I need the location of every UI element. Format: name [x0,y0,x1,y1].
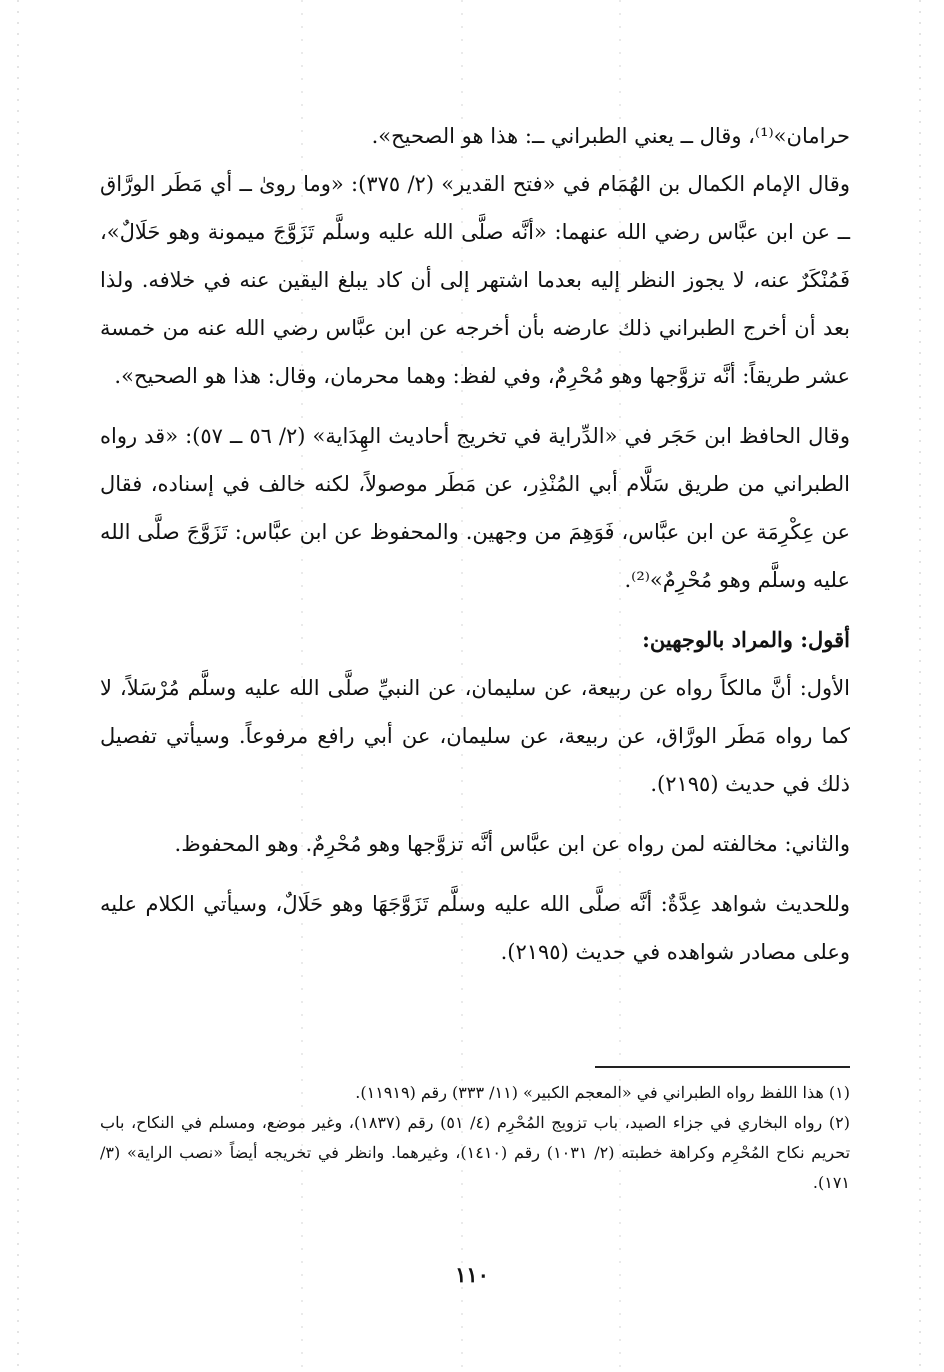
footnote-rule [595,1066,850,1068]
footnotes [100,1078,850,1198]
footnote-1: (١) هذا اللفظ رواه الطبراني في «المعجم الكبير» (١١/ ٣٣٣) رقم (١١٩١٩). [355,1083,850,1102]
main-text [100,112,850,976]
paragraph-4: أقول: والمراد بالوجهين: [642,627,850,652]
paragraph-7: وللحديث شواهد عِدَّةٌ: أنَّه صلَّى الله عليه وسلَّم تَزَوَّجَهَا وهو حَلَالٌ، وسيأتي الكلام عليه وعلى مصادر شواهده في حديث (٢١٩٥). [100,892,850,964]
paragraph-3: وقال الحافظ ابن حَجَر في «الدِّراية في تخريج أحاديث الهِدَاية» (٢/ ٥٦ ــ ٥٧): «قد رواه الطبراني من طريق سَلَّام أبي المُنْذِر، عن مَطَر موصولاً، لكنه خالف في إسناده، فقال عن عِكْرِمَة عن ابن عبَّاس، فَوَهِمَ من وجهين. والمحفوظ عن ابن عبَّاس: تَزَوَّجَ صلَّى الله عليه وسلَّم وهو مُحْرِمٌ»⁽²⁾. [100,424,850,592]
footnote-2: (٢) رواه البخاري في جزاء الصيد، باب تزويج المُحْرِم (٤/ ٥١) رقم (١٨٣٧)، وغير موضع، ومسلم في النكاح، باب تحريم نكاح المُحْرِم وكراهة خطبته (٢/ ١٠٣١) رقم (١٤١٠)، وغيرهما. وانظر في تخريجه أيضاً «نصب الراية» (٣/ ١٧١). [100,1113,851,1192]
paragraph-5: الأول: أنَّ مالكاً رواه عن ربيعة، عن سليمان، عن النبيِّ صلَّى الله عليه وسلَّم مُرْسَلاً، لا كما رواه مَطَر الورَّاق، عن ربيعة، عن سليمان، عن أبي رافع مرفوعاً. وسيأتي تفصيل ذلك في حديث (٢١٩٥). [100,676,850,796]
page-number: ١١٠ [455,1262,489,1287]
paragraph-6: والثاني: مخالفته لمن رواه عن ابن عبَّاس أنَّه تزوَّجها وهو مُحْرِمٌ. وهو المحفوظ. [174,832,850,856]
paragraph-2: وقال الإمام الكمال بن الهُمَام في «فتح القدير» (٢/ ٣٧٥): «وما روىٰ ــ أي مَطَر الورَّاق ــ عن ابن عبَّاس رضي الله عنهما: «أنَّه صلَّى الله عليه وسلَّم تَزَوَّجَ ميمونة وهو حَلَالٌ»، فَمُنْكَرٌ عنه، لا يجوز النظر إليه بعدما اشتهر إلى أن كاد يبلغ اليقين عنه في خلافه. ولذا بعد أن أخرج الطبراني ذلك عارضه بأن أخرجه عن ابن عبَّاس رضي الله عنه من خمسة عشر طريقاً: أنَّه تزوَّجها وهو مُحْرِمٌ، وفي لفظ: وهما محرمان، وقال: هذا هو الصحيح». [100,172,850,388]
paragraph-1: حرامان»⁽¹⁾، وقال ــ يعني الطبراني ــ: هذا هو الصحيح». [371,124,850,148]
